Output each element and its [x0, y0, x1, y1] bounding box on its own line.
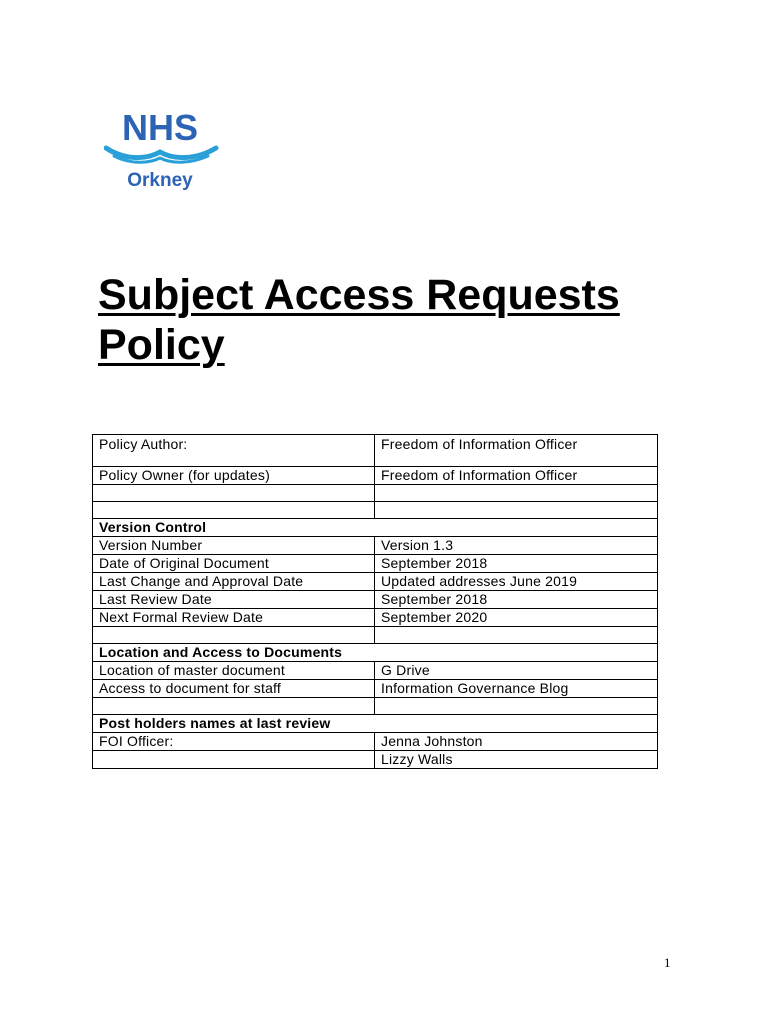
- page-number: 1: [664, 955, 671, 970]
- table-row: [93, 680, 658, 698]
- table-row-empty: [93, 502, 658, 519]
- table-row: [93, 555, 658, 573]
- last-review-label: Last Review Date: [93, 591, 375, 609]
- title-line-1: Subject Access Requests: [98, 271, 620, 319]
- title-line-2: Policy: [98, 321, 225, 369]
- table-row-empty: [93, 698, 658, 715]
- table-row: [93, 591, 658, 609]
- section-header-row: [93, 715, 658, 733]
- table-row: [93, 537, 658, 555]
- staff-access-value: Information Governance Blog: [375, 680, 658, 698]
- table-row: [93, 662, 658, 680]
- last-change-value: Updated addresses June 2019: [375, 573, 658, 591]
- nhs-orkney-logo: [104, 108, 222, 192]
- table-row: [93, 435, 658, 467]
- section-header-row: [93, 644, 658, 662]
- section-header-row: [93, 519, 658, 537]
- last-review-value: September 2018: [375, 591, 658, 609]
- master-location-value: G Drive: [375, 662, 658, 680]
- owner-value: Freedom of Information Officer: [375, 467, 658, 485]
- logo-region: Orkney: [127, 170, 193, 191]
- foi-officer-value: Jenna Johnston: [375, 733, 658, 751]
- version-number-value: Version 1.3: [375, 537, 658, 555]
- table-row-empty: [93, 627, 658, 644]
- second-holder-label: [93, 751, 375, 769]
- staff-access-label: Access to document for staff: [93, 680, 375, 698]
- master-location-label: Location of master document: [93, 662, 375, 680]
- location-heading: Location and Access to Documents: [93, 644, 658, 662]
- next-review-value: September 2020: [375, 609, 658, 627]
- author-label: Policy Author:: [93, 435, 375, 467]
- next-review-label: Next Formal Review Date: [93, 609, 375, 627]
- author-value: Freedom of Information Officer: [375, 435, 658, 467]
- original-date-value: September 2018: [375, 555, 658, 573]
- policy-info-table: [92, 434, 658, 769]
- version-control-heading: Version Control: [93, 519, 658, 537]
- original-date-label: Date of Original Document: [93, 555, 375, 573]
- foi-officer-label: FOI Officer:: [93, 733, 375, 751]
- table-row: [93, 609, 658, 627]
- table-row: [93, 733, 658, 751]
- logo-wordmark: NHS: [121, 108, 199, 148]
- version-number-label: Version Number: [93, 537, 375, 555]
- document-title: [98, 270, 620, 370]
- post-holders-heading: Post holders names at last review: [93, 715, 658, 733]
- table-row: [93, 751, 658, 769]
- table-row-empty: [93, 485, 658, 502]
- last-change-label: Last Change and Approval Date: [93, 573, 375, 591]
- table-row: [93, 467, 658, 485]
- second-holder-value: Lizzy Walls: [375, 751, 658, 769]
- owner-label: Policy Owner (for updates): [93, 467, 375, 485]
- table-row: [93, 573, 658, 591]
